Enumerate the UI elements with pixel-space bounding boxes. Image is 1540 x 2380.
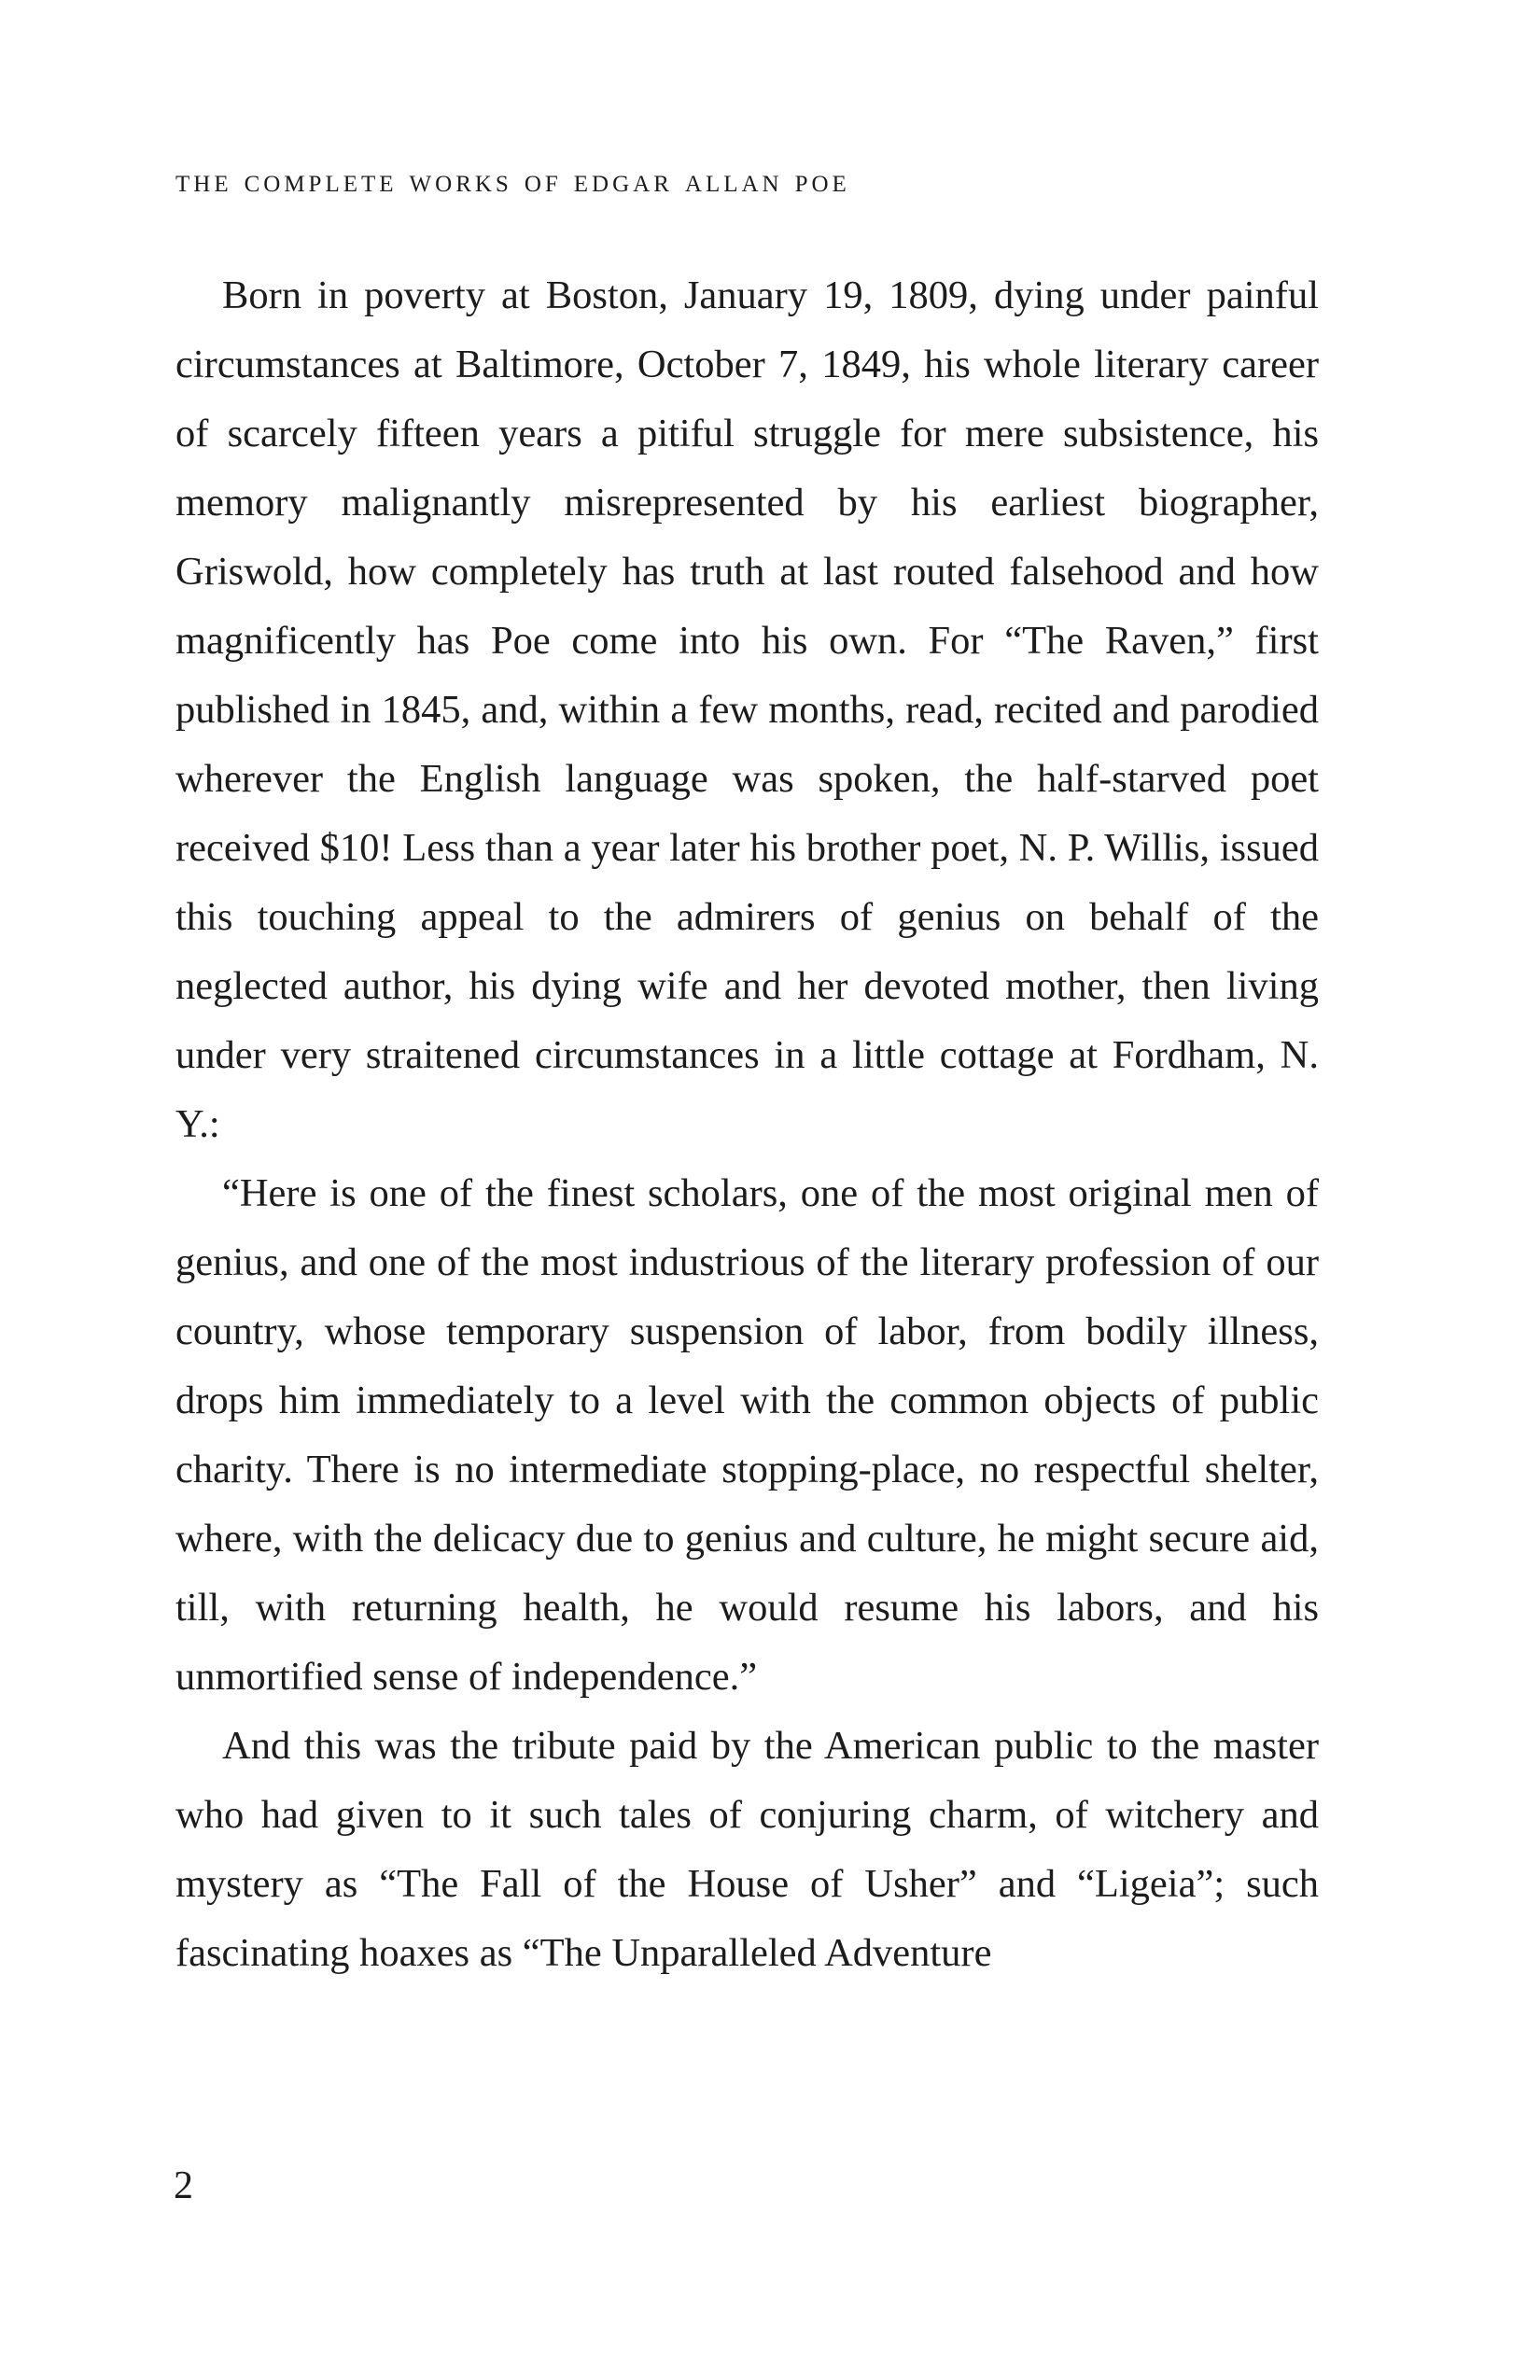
- body-text: [175, 261, 1319, 1988]
- running-head: the complete works of edgar allan poe: [175, 161, 850, 199]
- page-number: 2: [174, 2164, 193, 2207]
- paragraph-biography: Born in poverty at Boston, January 19, 1809, dying under painful circumstances at Baltimore, October 7, 1849, his whole literary career of scarcely fifteen years a pitiful struggle for mere subsistence, his memory malignantly misrepresented by his earliest biographer, Griswold, how completely has truth at last routed falsehood and how magnificently has Poe come into his own. For “The Raven,” first published in 1845, and, within a few months, read, recited and parodied wherever the English language was spoken, the half-starved poet received $10! Less than a year later his brother poet, N. P. Willis, issued this touching appeal to the admirers of genius on behalf of the neglected author, his dying wife and her devoted mother, then living under very straitened circumstances in a little cottage at Fordham, N. Y.:: [175, 273, 1319, 1146]
- paragraph-tribute: And this was the tribute paid by the American public to the master who had given to it such tales of conjuring charm, of witchery and mystery as “The Fall of the House of Usher” and “Ligeia”; such fascinating hoaxes as “The Unparalleled Adventure: [175, 1724, 1319, 1975]
- paragraph-willis-quote: “Here is one of the finest scholars, one of the most original men of genius, and one of the most industrious of the literary profession of our country, whose temporary suspension of labor, from bodily illness, drops him immediately to a level with the common objects of public charity. There is no intermediate stopping-place, no respectful shelter, where, with the delicacy due to genius and culture, he might secure aid, till, with returning health, he would resume his labors, and his unmortified sense of independence.”: [175, 1171, 1319, 1699]
